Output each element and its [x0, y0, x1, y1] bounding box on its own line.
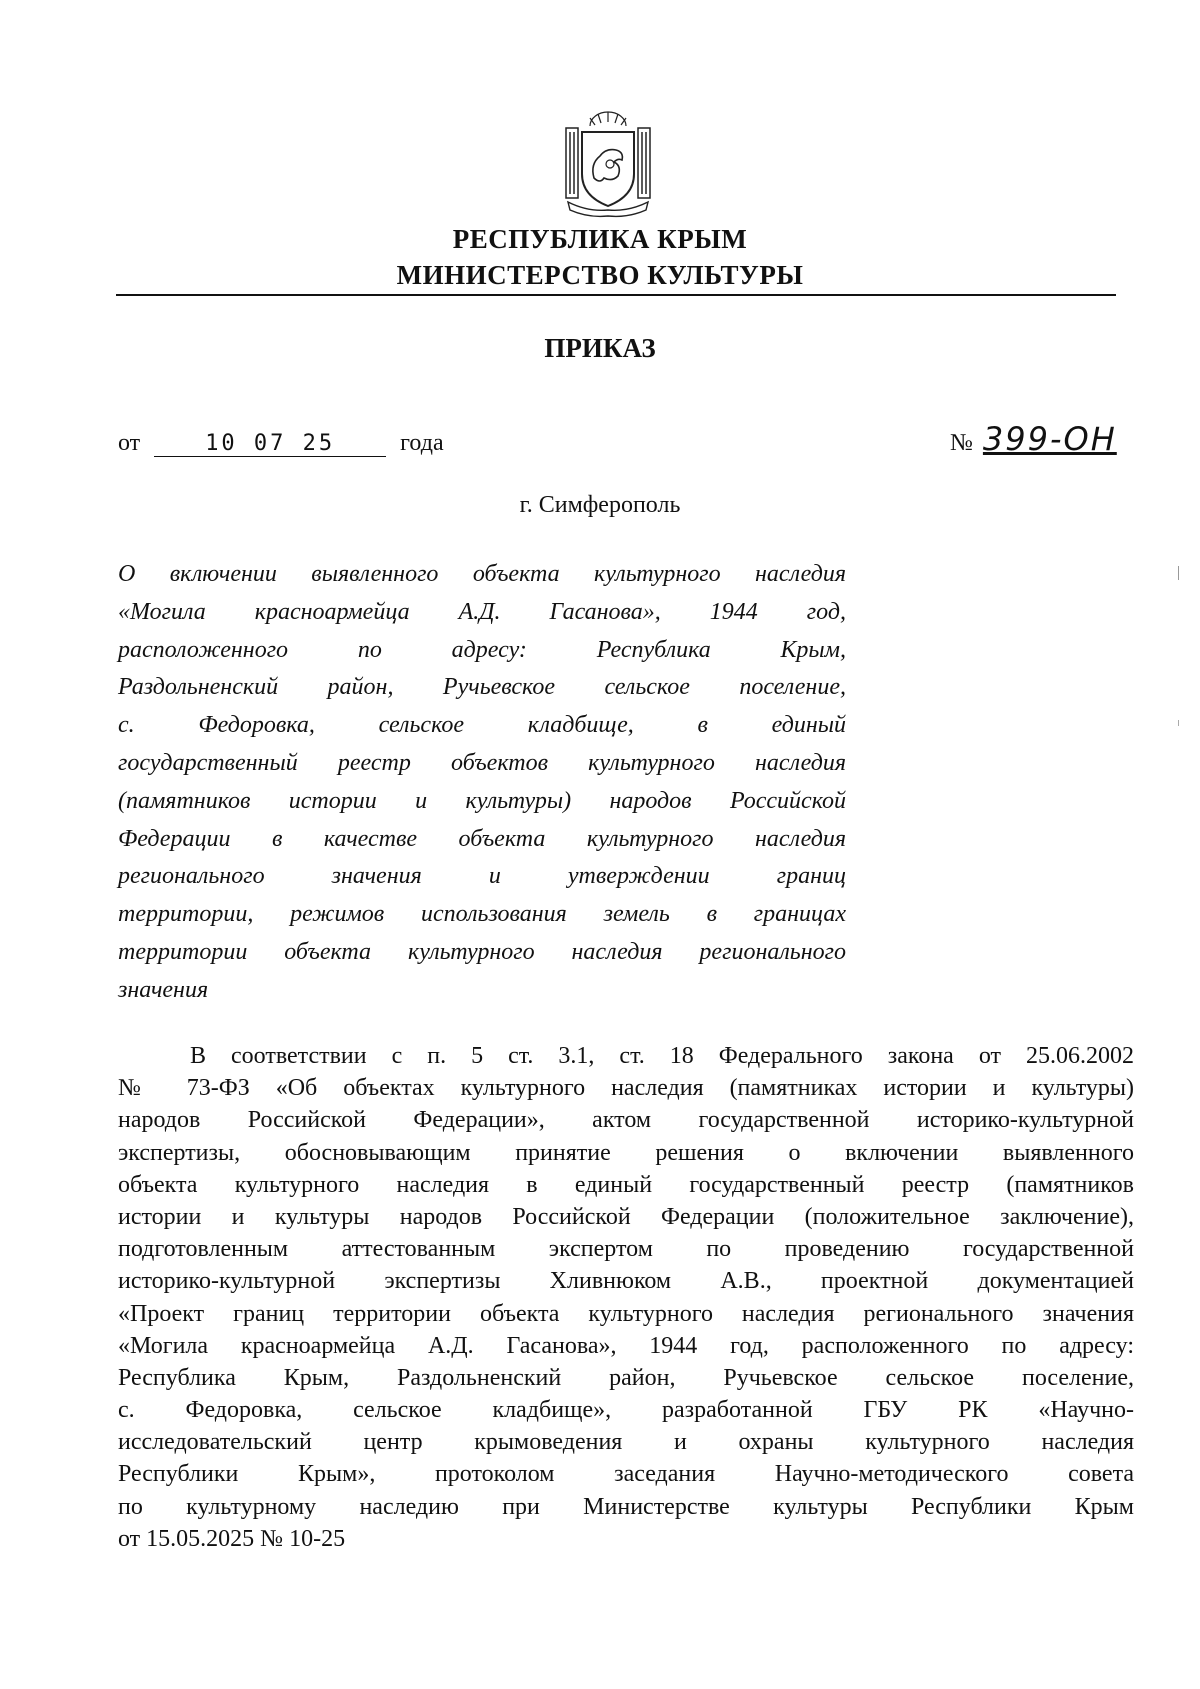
body-line: Республики Крым», протоколом заседания Научно-методического совета — [118, 1461, 1134, 1488]
order-number: 399-ОН — [982, 420, 1117, 458]
subject-line: Раздольненский район, Ручьевское сельское поселение, — [118, 674, 846, 701]
scan-mark — [1178, 720, 1183, 726]
subject-line: «Могила красноармейца А.Д. Гасанова», 1944 год, — [118, 598, 846, 625]
ministry-title: МИНИСТЕРСТВО КУЛЬТУРЫ — [396, 260, 804, 290]
body-line: объекта культурного наследия в единый государственный реестр (памятников — [118, 1171, 1134, 1198]
body-line: историко-культурной экспертизы Хливнюком А.В., проектной документацией — [118, 1268, 1134, 1295]
date-row — [118, 430, 444, 457]
body-line: от 15.05.2025 № 10-25 — [118, 1525, 346, 1552]
subject-line: расположенного по адресу: Республика Крым, — [118, 636, 846, 663]
order-subject — [118, 556, 846, 1010]
subject-line: государственный реестр объектов культурного наследия — [118, 749, 846, 776]
body-line: по культурному наследию при Министерстве культуры Республики Крым — [118, 1493, 1134, 1520]
city-line: г. Симферополь — [519, 492, 681, 518]
body-line: «Проект границ территории объекта культурного наследия регионального значения — [118, 1300, 1134, 1327]
number-sign: № — [950, 430, 973, 456]
subject-line: значения — [118, 976, 209, 1003]
scan-mark — [1178, 566, 1183, 580]
crimea-coat-of-arms-icon — [560, 108, 656, 220]
subject-line: Федерации в качестве объекта культурного наследия — [118, 825, 846, 852]
body-line: В соответствии с п. 5 ст. 3.1, ст. 18 Федерального закона от 25.06.2002 — [190, 1043, 1134, 1069]
body-line: «Могила красноармейца А.Д. Гасанова», 1944 год, расположенного по адресу: — [118, 1332, 1134, 1359]
date-value: 10 07 25 — [154, 432, 386, 457]
subject-line: территории объекта культурного наследия регионального — [118, 938, 846, 965]
date-suffix: года — [400, 430, 444, 456]
body-line: с. Федоровка, сельское кладбище», разработанной ГБУ РК «Научно- — [118, 1397, 1134, 1424]
body-line: № 73-ФЗ «Об объектах культурного наследия (памятниках истории и культуры) — [118, 1075, 1134, 1102]
order-number-row — [950, 420, 1117, 458]
subject-line: с. Федоровка, сельское кладбище, в единый — [118, 712, 846, 739]
republic-title: РЕСПУБЛИКА КРЫМ — [452, 224, 748, 254]
subject-line: территории, режимов использования земель в границах — [118, 901, 846, 928]
subject-line: (памятников истории и культуры) народов Российской — [118, 787, 846, 814]
body-line: подготовленным аттестованным экспертом по проведению государственной — [118, 1236, 1134, 1263]
date-prefix: от — [118, 430, 141, 456]
body-line: народов Российской Федерации», актом государственной историко-культурной — [118, 1107, 1134, 1134]
body-line: Республика Крым, Раздольненский район, Ручьевское сельское поселение, — [118, 1364, 1134, 1391]
body-line: исследовательский центр крымоведения и охраны культурного наследия — [118, 1429, 1134, 1456]
subject-line: О включении выявленного объекта культурного наследия — [118, 561, 846, 587]
subject-line: регионального значения и утверждении границ — [118, 863, 846, 890]
header-divider — [116, 294, 1116, 296]
body-line: экспертизы, обосновывающим принятие решения о включении выявленного — [118, 1139, 1134, 1166]
order-body — [118, 1040, 1134, 1555]
body-line: истории и культуры народов Российской Федерации (положительное заключение), — [118, 1203, 1134, 1230]
document-type: ПРИКАЗ — [544, 333, 656, 363]
